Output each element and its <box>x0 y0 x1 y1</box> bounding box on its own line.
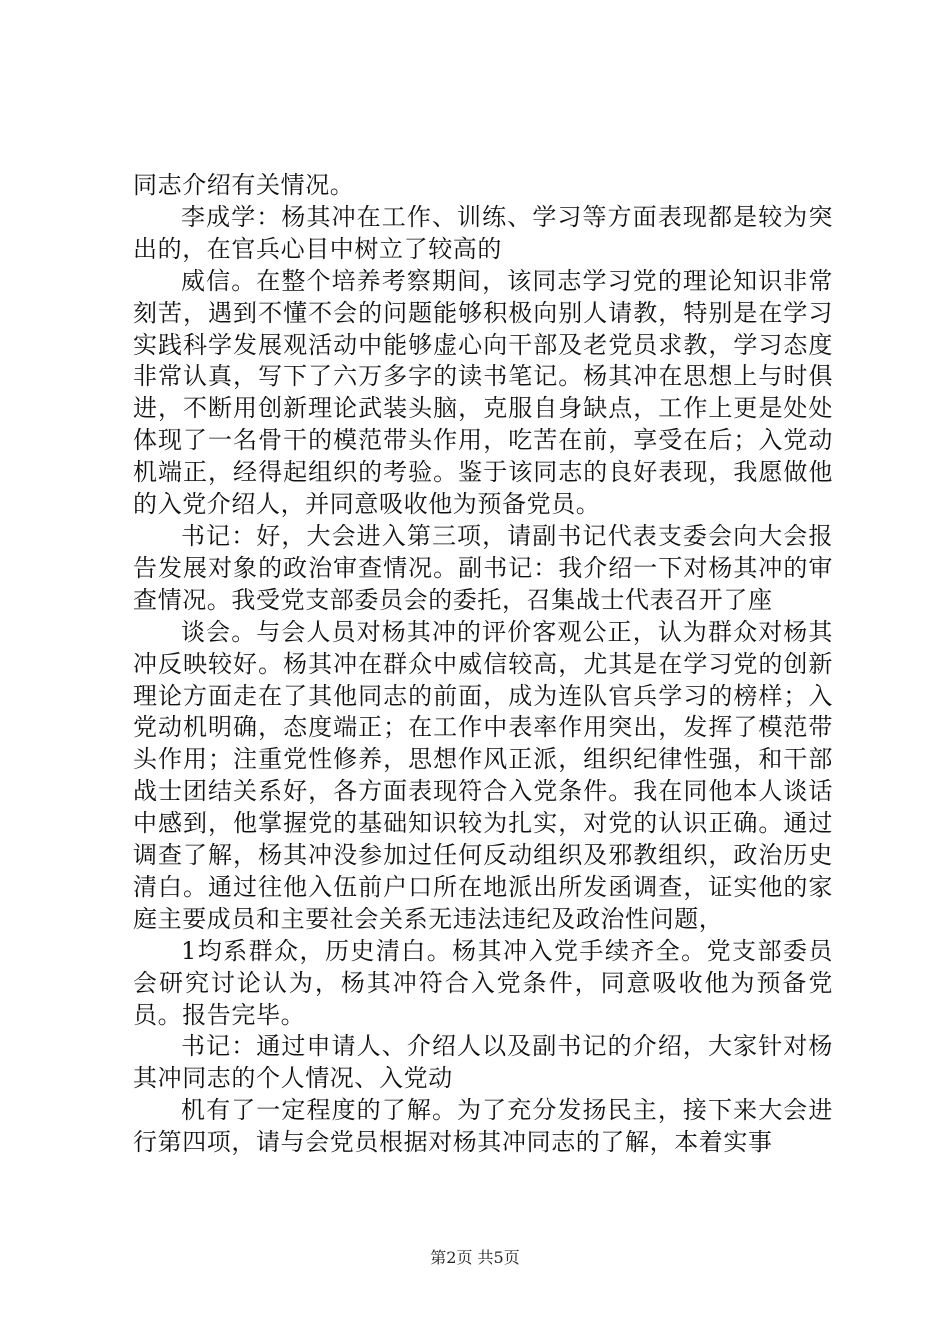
paragraph-1: 同志介绍有关情况。 <box>133 171 355 199</box>
paragraph-6: 1均系群众，历史清白。杨其冲入党手续齐全。党支部委员会研究讨论认为，杨其冲符合入党条件，同意吸收他为预备党员。报告完毕。 <box>133 936 833 1029</box>
page-number-footer: 第2页 共5页 <box>430 1248 520 1267</box>
paragraph-7: 书记：通过申请人、介绍人以及副书记的介绍，大家针对杨其冲同志的个人情况、入党动 <box>133 1032 833 1093</box>
paragraph-8: 机有了一定程度的了解。为了充分发扬民主，接下来大会进行第四项，请与会党员根据对杨其冲同志的了解，本着实事 <box>133 1096 833 1157</box>
paragraph-4: 书记：好，大会进入第三项，请副书记代表支委会向大会报告发展对象的政治审查情况。副书记：我介绍一下对杨其冲的审查情况。我受党支部委员会的委托，召集战士代表召开了座 <box>133 521 833 614</box>
paragraph-5: 谈会。与会人员对杨其冲的评价客观公正，认为群众对杨其冲反映较好。杨其冲在群众中威信较高，尤其是在学习党的创新理论方面走在了其他同志的前面，成为连队官兵学习的榜样；入党动机明确，态度端正；在工作中表率作用突出，发挥了模范带头作用；注重党性修养，思想作风正派，组织纪律性强，和干部战士团结关系好，各方面表现符合入党条件。我在同他本人谈话中感到，他掌握党的基础知识较为扎实，对党的认识正确。通过调查了解，杨其冲没参加过任何反动组织及邪教组织，政治历史清白。通过往他入伍前户口所在地派出所发函调查，证实他的家庭主要成员和主要社会关系无违法违纪及政治性问题， <box>133 617 833 933</box>
paragraph-3: 威信。在整个培养考察期间，该同志学习党的理论知识非常刻苦，遇到不懂不会的问题能够积极向别人请教，特别是在学习实践科学发展观活动中能够虚心向干部及老党员求教，学习态度非常认真，写下了六万多字的读书笔记。杨其冲在思想上与时俱进，不断用创新理论武装头脑，克服自身缺点，工作上更是处处体现了一名骨干的模范带头作用，吃苦在前，享受在后；入党动机端正，经得起组织的考验。鉴于该同志的良好表现，我愿做他的入党介绍人，并同意吸收他为预备党员。 <box>133 266 833 519</box>
paragraph-2: 李成学：杨其冲在工作、训练、学习等方面表现都是较为突出的，在官兵心目中树立了较高的 <box>133 202 833 263</box>
document-body <box>133 170 833 1159</box>
